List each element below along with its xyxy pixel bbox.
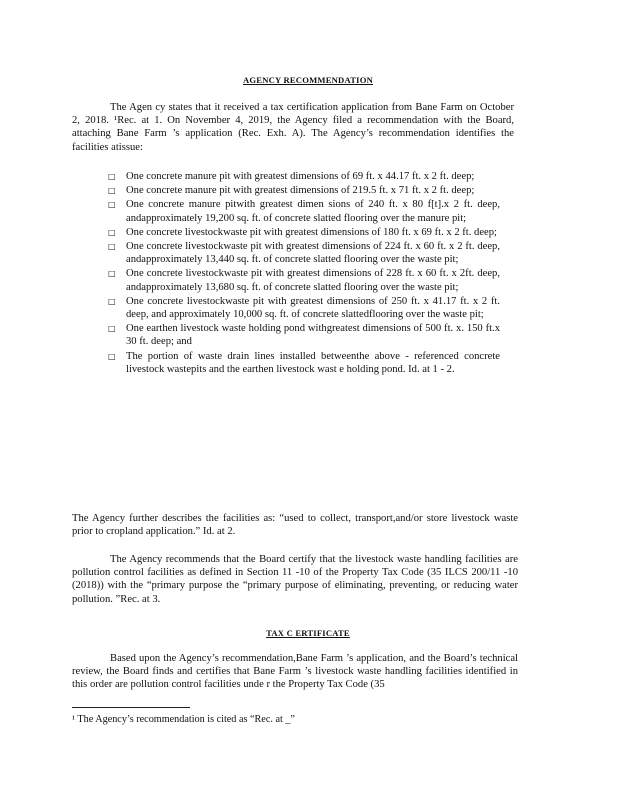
list-item: □ One concrete livestockwaste pit with greatest dimensions of 180 ft. x 69 ft. x 2 ft. deep;: [108, 226, 497, 238]
agency-recommendation-heading: AGENCY RECOMMENDATION: [242, 75, 373, 85]
list-item: □ The portion of waste drain lines installed betweenthe above - referenced concrete livestock wastepits and the earthen livestock wast e holding pond. Id. at 1 - 2.: [108, 350, 500, 375]
paragraph-certification: Based upon the Agency’s recommendation,Bane Farm ’s application, and the Board’s technical review, the Board finds and certifies that Bane Farm ’s livestock waste handling facilities identified in this order are pollution control facilities unde r the Property Tax Code (35: [72, 653, 518, 691]
footnote: ¹ The Agency’s recommendation is cited as “Rec. at _”: [72, 714, 295, 725]
bullet-box-icon: □: [108, 186, 116, 196]
bullet-box-icon: □: [108, 172, 116, 181]
list-item: □ One concrete livestockwaste pit with greatest dimensions of 224 ft. x 60 ft. x 2 ft. deep, andapproximately 13,440 sq. ft. of concrete slatted flooring over the waste pit;: [108, 241, 500, 266]
bullet-box-icon: □: [108, 269, 116, 279]
bullet-box-icon: □: [108, 227, 116, 237]
bullet-box-icon: □: [108, 351, 116, 361]
list-item: □ One concrete livestockwaste pit with greatest dimensions of 250 ft. x 41.17 ft. x 2 ft. deep, and approximately 10,000 sq. ft. of concrete slattedflooring over the waste pit;: [108, 295, 500, 321]
list-item: □ One concrete livestockwaste pit with greatest dimensions of 228 ft. x 60 ft. x 2ft. deep, andapproximately 13,680 sq. ft. of concrete slatted flooring over the waste pit;: [108, 268, 500, 293]
bullet-box-icon: □: [108, 324, 116, 334]
facilities-list: [108, 170, 500, 377]
paragraph-intro: The Agen cy states that it received a tax certification application from Bane Farm on October 2, 2018. ¹Rec. at 1. On November 4, 2019, the Agency filed a recommendation with the Board, attaching Bane Farm ’s application (Rec. Exh. A). The Agency’s recommendation identifies the facilities atissue:: [72, 102, 514, 153]
tax-certificate-heading: TAX C ERTIFICATE: [266, 628, 350, 638]
paragraph-description: The Agency further describes the facilities as: “used to collect, transport,and/or store livestock waste prior to cropland application.” Id. at 2.: [72, 513, 518, 538]
list-item: □ One concrete manure pit with greatest dimensions of 69 ft. x 44.17 ft. x 2 ft. deep;: [108, 171, 475, 182]
list-item: □ One concrete manure pit with greatest dimensions of 219.5 ft. x 71 ft. x 2 ft. deep;: [108, 185, 475, 197]
bullet-box-icon: □: [108, 242, 116, 252]
paragraph-recommendation: The Agency recommends that the Board certify that the livestock waste handling facilities are pollution control facilities as defined in Section 11 -10 of the Property Tax Code (35 ILCS 200/11 -10 (2018)) with the “primary purpose the “primary purpose of eliminating, preventing, or reducing water pollution. ”Rec. at 3.: [72, 554, 518, 605]
list-item: □ One earthen livestock waste holding pond withgreatest dimensions of 500 ft. x. 150 ft.x 30 ft. deep; and: [108, 323, 500, 348]
footnote-divider: [72, 707, 190, 708]
bullet-box-icon: □: [108, 296, 116, 306]
list-item: □ One concrete manure pitwith greatest dimen sions of 240 ft. x 80 f[t].x 2 ft. deep, andapproximately 19,200 sq. ft. of concrete slatted flooring over the manure pit;: [108, 199, 500, 224]
bullet-box-icon: □: [108, 200, 116, 210]
